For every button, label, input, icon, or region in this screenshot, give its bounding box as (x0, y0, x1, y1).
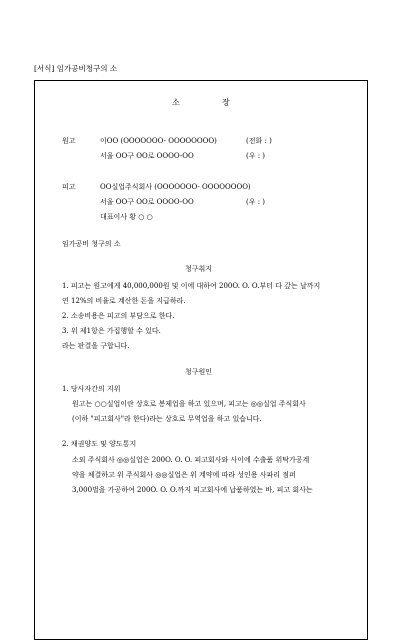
cause-2-line: 소외 주식회사 ◎◎실업은 200O. O. O. 피고회사와 사이에 수출품 위탁가공계 (72, 456, 310, 464)
cause-1-line: (이하 "피고회사"라 한다)라는 상호로 무역업을 하고 있습니다. (72, 415, 262, 423)
claim-line: 연 12%의 비율로 계산한 돈을 지급하라. (62, 297, 186, 305)
document-frame (34, 80, 368, 640)
claim-line: 2. 소송비용은 피고의 부담으로 한다. (62, 312, 175, 320)
doc-title-left: 소 (172, 98, 180, 107)
plaintiff-name-id: 이OO (OOOOOOO- OOOOOOOO) (100, 137, 217, 145)
defendant-zip: (우 : ) (246, 198, 266, 206)
plaintiff-zip: (우 : ) (246, 152, 266, 160)
cause-2-title: 2. 채권양도 및 양도통지 (62, 440, 137, 448)
form-label: [서식] 임가공비청구의 소 (34, 64, 118, 73)
cause-2-line: 3,000벌을 가공하여 200O. O. O.까지 피고회사에 납품하였는 바, 피고 회사는 (72, 486, 313, 494)
defendant-name-id: OO실업주식회사 (OOOOOOO- OOOOOOOO) (100, 183, 251, 191)
cause-1-line: 원고는 ○○실업이란 상호로 봉제업을 하고 있으며, 피고는 ◎◎실업 주식회사 (72, 400, 306, 408)
doc-title-right: 장 (222, 98, 230, 107)
plaintiff-phone: (전화 : ) (246, 137, 272, 145)
plaintiff-address: 서울 OO구 OO로 OOOO-OO (100, 152, 194, 160)
cause-heading: 청구원인 (185, 368, 213, 376)
defendant-role: 피고 (62, 183, 76, 191)
claim-line: 3. 위 제1항은 가집행할 수 있다. (62, 327, 161, 335)
case-name: 임가공비 청구의 소 (62, 240, 121, 248)
defendant-address: 서울 OO구 OO로 OOOO-OO (100, 198, 194, 206)
cause-2-line: 약을 체결하고 위 주식회사 ◎◎실업은 위 계약에 따라 성인용 사파리 점퍼 (72, 471, 296, 479)
claim-line: 1. 피고는 원고에게 40,000,000원 및 이에 대하여 200O. O. O.부터 다 갚는 날까지 (62, 282, 321, 290)
defendant-representative: 대표이사 황 ○ ○ (100, 213, 153, 221)
claim-heading: 청구취지 (185, 265, 213, 273)
cause-1-title: 1. 당사자간의 지위 (62, 385, 121, 393)
claim-line: 라는 판결을 구합니다. (62, 342, 130, 350)
plaintiff-role: 원고 (62, 137, 76, 145)
